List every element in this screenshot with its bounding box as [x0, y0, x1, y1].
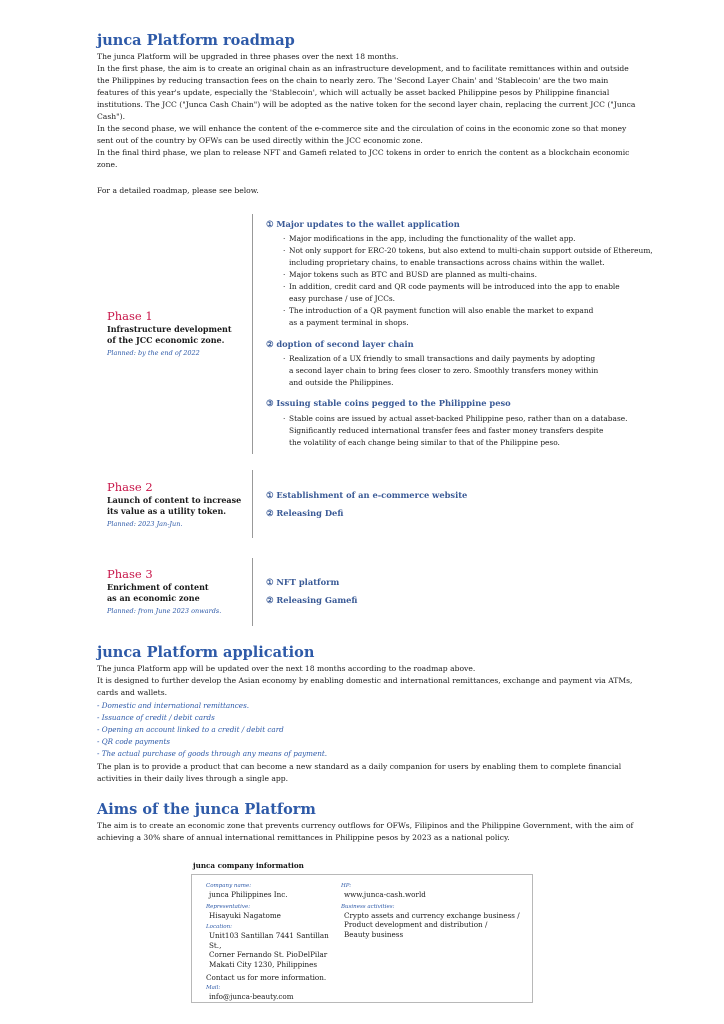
- location-label: Location:: [206, 924, 232, 930]
- bullet-line: · In addition, credit card and QR code payments will be introduced into the app to enable: [283, 281, 653, 293]
- application-features: [97, 700, 327, 760]
- aims-title: Aims of the junca Platform: [97, 801, 316, 818]
- phase-1-item-2-bullets: [283, 353, 653, 389]
- hp-label: HP:: [341, 883, 352, 889]
- company-name: junca Philippines Inc.: [209, 890, 288, 899]
- phase-divider: [252, 214, 253, 454]
- phase-1-description: [107, 324, 247, 346]
- contact-text: Contact us for more information.: [206, 973, 327, 982]
- bullet-line: · Stable coins are issued by actual asset-backed Philippine peso, rather than on a database.: [283, 413, 653, 425]
- application-closing: The plan is to provide a product that can become a new standard as a daily companion for users by enabling them to complete financial activities in their daily lives through a single app.: [97, 762, 622, 783]
- bullet-line: a second layer chain to bring fees closer to zero. Smoothly transfers money within: [289, 366, 599, 375]
- phase-2-title: Phase 2: [107, 480, 153, 494]
- phase-desc-line: its value as a utility token.: [107, 506, 227, 516]
- company-left-column: [206, 883, 336, 1001]
- bullet-line: the volatility of each change being similar to that of the Philippine peso.: [289, 438, 560, 447]
- phase-3-item-1-title: ① NFT platform: [266, 577, 340, 587]
- roadmap-paragraph: In the first phase, the aim is to create an original chain as an infrastructure development, and to facilitate remittances within and outside the Philippines by reducing transaction fees on the chain to nearly zero. The 'Second Layer Chain' and 'Stablecoin' are the two main features of this year's update, especially the 'Stablecoin', which will actually be asset backed Philippine pesos by Philippine financial institutions. The JCC ("Junca Cash Chain") will be adopted as the native token for the second layer chain, replacing the current JCC ("Junca Cash").: [97, 64, 636, 121]
- mail-label: Mail:: [206, 984, 221, 991]
- phase-3-item-2-title: ② Releasing Gamefi: [266, 595, 358, 605]
- phase-3-description: [107, 582, 247, 604]
- phase-desc-line: Launch of content to increase: [107, 495, 242, 505]
- feature-item: - QR code payments: [97, 737, 171, 746]
- bullet-line: including proprietary chains, to enable transactions across chains within the wallet.: [289, 258, 605, 267]
- phase-desc-line: Infrastructure development: [107, 324, 232, 334]
- company-info-heading: junca company information: [193, 861, 304, 870]
- roadmap-paragraph: In the final third phase, we plan to release NFT and Gamefi related to JCC tokens in order to enrich the content as a blockchain economic zone.: [97, 148, 630, 169]
- mail-link[interactable]: info@junca-beauty.com: [209, 991, 294, 1001]
- phase-1-item-1-bullets: [283, 233, 653, 329]
- bullet-line: · Not only support for ERC-20 tokens, but also extend to multi-chain support outside of Ethereum,: [283, 245, 653, 257]
- location-line: Makati City 1230, Philippines: [209, 959, 318, 969]
- aims-text: The aim is to create an economic zone that prevents currency outflows for OFWs, Filipinos and the Philippine Government, with the aim of achieving a 30% share of annual international remittances in Philippine pesos by 2023 as a national policy.: [97, 821, 634, 842]
- bullet-line: · Realization of a UX friendly to small transactions and daily payments by adopting: [283, 353, 653, 365]
- location-line: Unit103 Santillan 7441 Santillan St.,: [209, 931, 329, 950]
- bullet-line: easy purchase / use of JCCs.: [289, 294, 396, 303]
- business-line: Product development and distribution /: [344, 920, 488, 929]
- roadmap-paragraph: The junca Platform will be upgraded in three phases over the next 18 months.: [97, 52, 399, 61]
- roadmap-see-below: For a detailed roadmap, please see below.: [97, 186, 259, 195]
- bullet-line: Significantly reduced international transfer fees and faster money transfers despite: [289, 426, 604, 435]
- application-intro: [97, 663, 637, 699]
- business-line: Crypto assets and currency exchange business /: [344, 910, 520, 920]
- phase-desc-line: Enrichment of content: [107, 582, 209, 592]
- phase-1-item-2-title: ② doption of second layer chain: [266, 339, 414, 349]
- hp-link[interactable]: www.junca-cash.world: [344, 890, 426, 899]
- phase-1-planned: Planned: by the end of 2022: [107, 349, 200, 357]
- phase-1-item-3-title: ③ Issuing stable coins pegged to the Philippine peso: [266, 398, 511, 408]
- business-line: Beauty business: [344, 929, 404, 939]
- roadmap-title: junca Platform roadmap: [97, 32, 295, 49]
- phase-2-item-2-title: ② Releasing Defi: [266, 508, 344, 518]
- bullet-line: · Major tokens such as BTC and BUSD are planned as multi-chains.: [283, 269, 653, 281]
- company-right-column: [341, 883, 526, 939]
- representative-label: Representative:: [206, 903, 251, 910]
- application-paragraph: The junca Platform app will be updated over the next 18 months according to the roadmap above.: [97, 664, 476, 673]
- company-name-label: Company name:: [206, 883, 252, 889]
- feature-item: - Opening an account linked to a credit / debit card: [97, 725, 284, 734]
- phase-divider: [252, 558, 253, 626]
- phase-1-item-1-title: ① Major updates to the wallet application: [266, 219, 460, 229]
- business-label: Business activities:: [341, 903, 395, 910]
- bullet-line: · Major modifications in the app, including the functionality of the wallet app.: [283, 233, 653, 245]
- representative-name: Hisayuki Nagatome: [209, 910, 281, 920]
- location-line: Corner Fernando St. PioDelPilar: [209, 950, 328, 959]
- phase-divider: [252, 470, 253, 538]
- phase-3-planned: Planned: from June 2023 onwards.: [107, 607, 222, 615]
- bullet-line: and outside the Philippines.: [289, 378, 394, 387]
- phase-1-title: Phase 1: [107, 309, 153, 323]
- phase-3-title: Phase 3: [107, 567, 153, 581]
- roadmap-intro: [97, 51, 637, 171]
- roadmap-paragraph: In the second phase, we will enhance the content of the e-commerce site and the circulation of coins in the economic zone so that money sent out of the country by OFWs can be used directly within the JCC economic zone.: [97, 124, 627, 145]
- phase-2-item-1-title: ① Establishment of an e-commerce website: [266, 490, 468, 500]
- feature-item: - The actual purchase of goods through any means of payment.: [97, 749, 328, 758]
- application-paragraph: It is designed to further develop the Asian economy by enabling domestic and international remittances, exchange and payment via ATMs, cards and wallets.: [97, 676, 633, 697]
- bullet-line: as a payment terminal in shops.: [289, 318, 409, 327]
- feature-item: - Issuance of credit / debit cards: [97, 713, 215, 722]
- phase-desc-line: as an economic zone: [107, 593, 200, 603]
- application-title: junca Platform application: [97, 644, 315, 661]
- phase-desc-line: of the JCC economic zone.: [107, 335, 225, 345]
- bullet-line: · The introduction of a QR payment function will also enable the market to expand: [283, 305, 653, 317]
- feature-item: - Domestic and international remittances.: [97, 701, 250, 710]
- phase-2-description: [107, 495, 247, 517]
- phase-2-planned: Planned: 2023 Jan-Jun.: [107, 520, 183, 528]
- phase-1-item-3-bullets: [283, 413, 653, 449]
